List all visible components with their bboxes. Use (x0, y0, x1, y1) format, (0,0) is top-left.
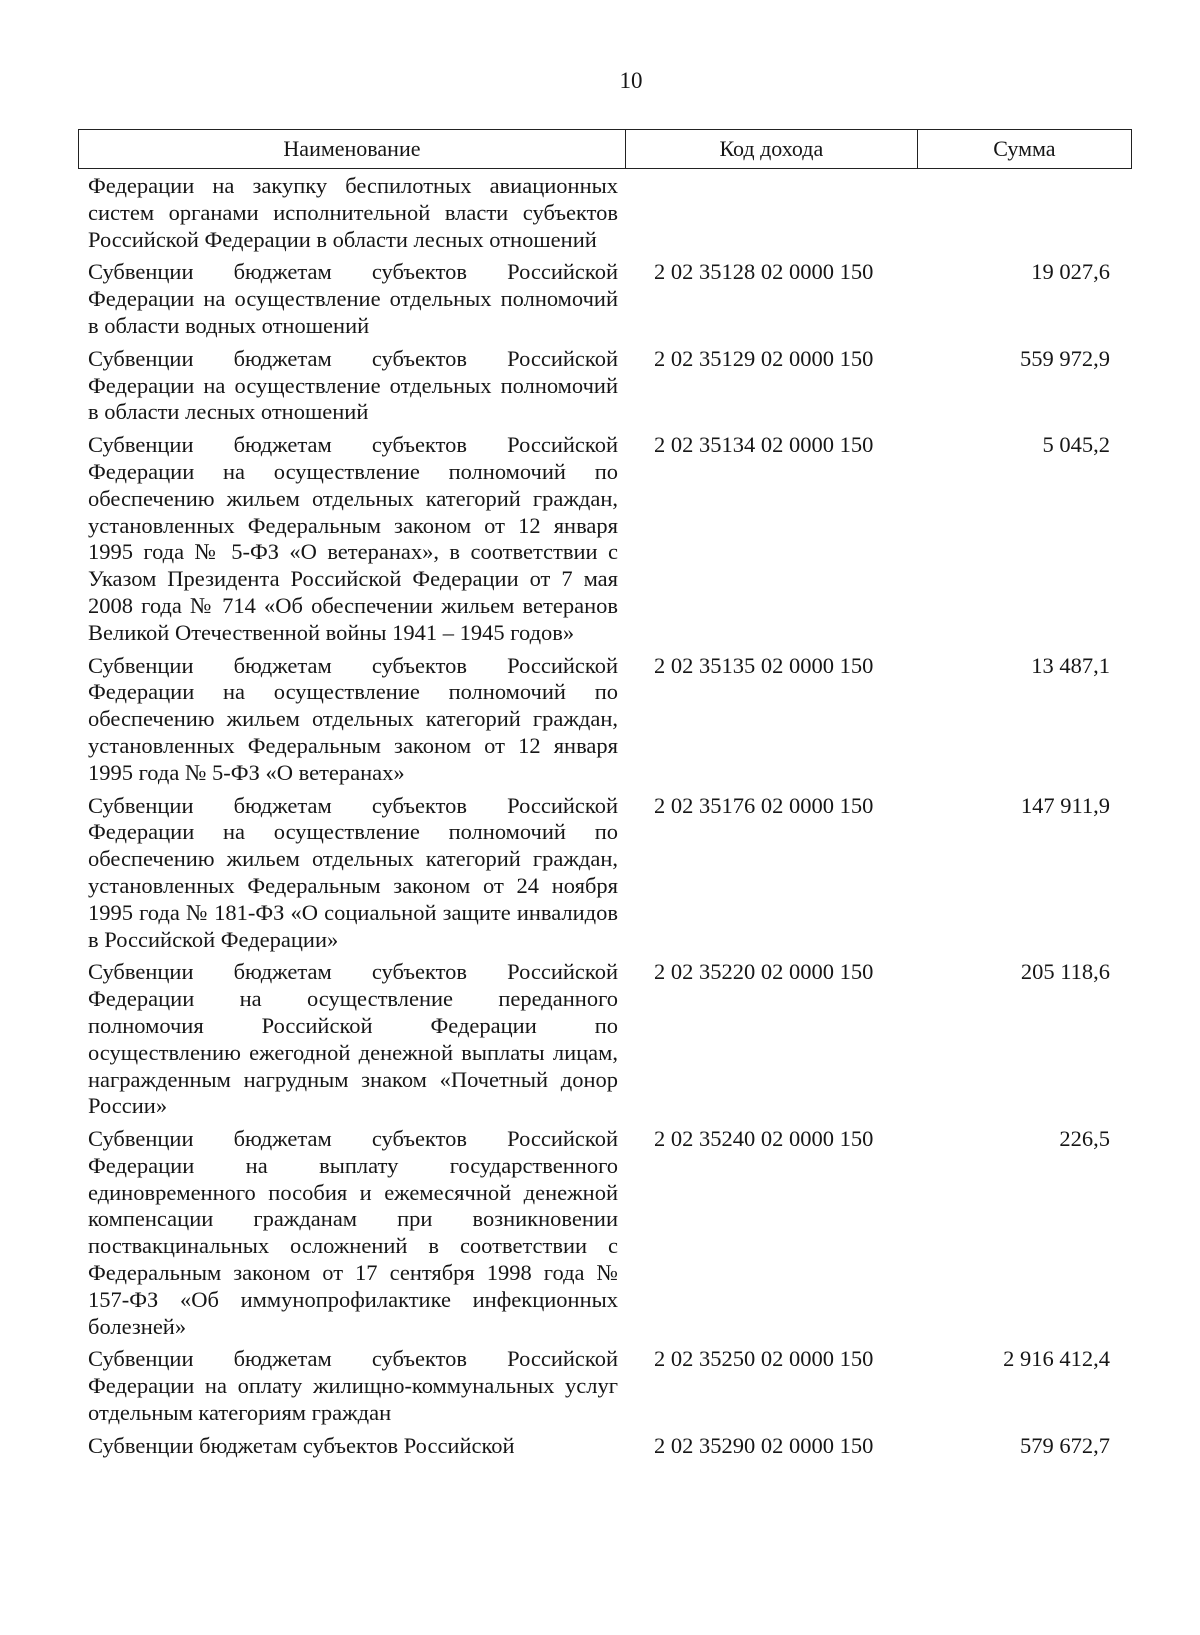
row-code: 2 02 35250 02 0000 150 (654, 1346, 874, 1372)
row-sum: 5 045,2 (1042, 432, 1110, 458)
table-row (78, 959, 1132, 1120)
header-name: Наименование (79, 130, 626, 168)
row-name: Субвенции бюджетам субъектов Российской Федерации на осуществление полномочий по обеспечению жильем отдельных категорий граждан, установленных Федеральным законом от 12 января 1995 года № 5-ФЗ «О ветеранах», в соответствии с Указом Президента Российской Федерации от 7 мая 2008 года № 714 «Об обеспечении жильем ветеранов Великой Отечественной войны 1941 – 1945 годов» (88, 432, 618, 645)
table-row (78, 793, 1132, 954)
table-row (78, 1126, 1132, 1340)
table-body (78, 173, 1132, 1460)
row-code: 2 02 35176 02 0000 150 (654, 792, 874, 818)
header-code: Код дохода (626, 130, 918, 168)
table-row (78, 653, 1132, 787)
row-name: Субвенции бюджетам субъектов Российской Федерации на оплату жилищно-коммунальных услуг отдельным категориям граждан (88, 1346, 618, 1426)
table-row (78, 1433, 1132, 1460)
table-row (78, 432, 1132, 646)
row-name: Субвенции бюджетам субъектов Российской (88, 1432, 515, 1458)
row-name: Субвенции бюджетам субъектов Российской Федерации на выплату государственного единовременного пособия и ежемесячной денежной компенсации гражданам при возникновении поствакцинальных осложнений в соответствии с Федеральным законом от 17 сентября 1998 года № 157-ФЗ «Об иммунопрофилактике инфекционных болезней» (88, 1126, 618, 1339)
row-sum: 19 027,6 (1031, 259, 1110, 285)
table-row (78, 259, 1132, 339)
row-code: 2 02 35128 02 0000 150 (654, 259, 874, 285)
row-name: Субвенции бюджетам субъектов Российской Федерации на осуществление полномочий по обеспечению жильем отдельных категорий граждан, установленных Федеральным законом от 24 ноября 1995 года № 181-ФЗ «О социальной защите инвалидов в Российской Федерации» (88, 792, 618, 952)
row-sum: 205 118,6 (1020, 959, 1110, 985)
table-row (78, 1346, 1132, 1426)
row-name: Субвенции бюджетам субъектов Российской Федерации на осуществление отдельных полномочий в области водных отношений (88, 259, 618, 338)
table-header (78, 129, 1132, 169)
header-sum: Сумма (993, 136, 1056, 161)
row-code: 2 02 35134 02 0000 150 (654, 432, 874, 458)
row-name: Субвенции бюджетам субъектов Российской Федерации на осуществление переданного полномочия Российской Федерации по осуществлению ежегодной денежной выплаты лицам, награжденным нагрудным знаком «Почетный донор России» (88, 959, 618, 1119)
row-sum: 559 972,9 (1020, 345, 1110, 371)
page-number: 10 (619, 68, 643, 93)
row-code: 2 02 35240 02 0000 150 (654, 1126, 874, 1152)
revenue-table (78, 129, 1132, 1466)
row-sum: 226,5 (1059, 1126, 1110, 1152)
row-sum: 147 911,9 (1020, 792, 1110, 818)
row-name: Субвенции бюджетам субъектов Российской Федерации на осуществление полномочий по обеспечению жильем отдельных категорий граждан, установленных Федеральным законом от 12 января 1995 года № 5-ФЗ «О ветеранах» (88, 652, 618, 785)
row-code: 2 02 35220 02 0000 150 (654, 959, 874, 985)
row-name: Субвенции бюджетам субъектов Российской Федерации на осуществление отдельных полномочий в области лесных отношений (88, 345, 618, 425)
row-code: 2 02 35290 02 0000 150 (654, 1432, 874, 1458)
row-code: 2 02 35135 02 0000 150 (654, 652, 874, 678)
table-row (78, 346, 1132, 426)
row-name: Федерации на закупку беспилотных авиационных систем органами исполнительной власти субъектов Российской Федерации в области лесных отношений (88, 173, 618, 252)
row-sum: 579 672,7 (1020, 1432, 1110, 1458)
table-row (78, 173, 1132, 253)
row-sum: 13 487,1 (1031, 652, 1110, 678)
row-code: 2 02 35129 02 0000 150 (654, 345, 874, 371)
row-sum: 2 916 412,4 (1003, 1346, 1110, 1372)
